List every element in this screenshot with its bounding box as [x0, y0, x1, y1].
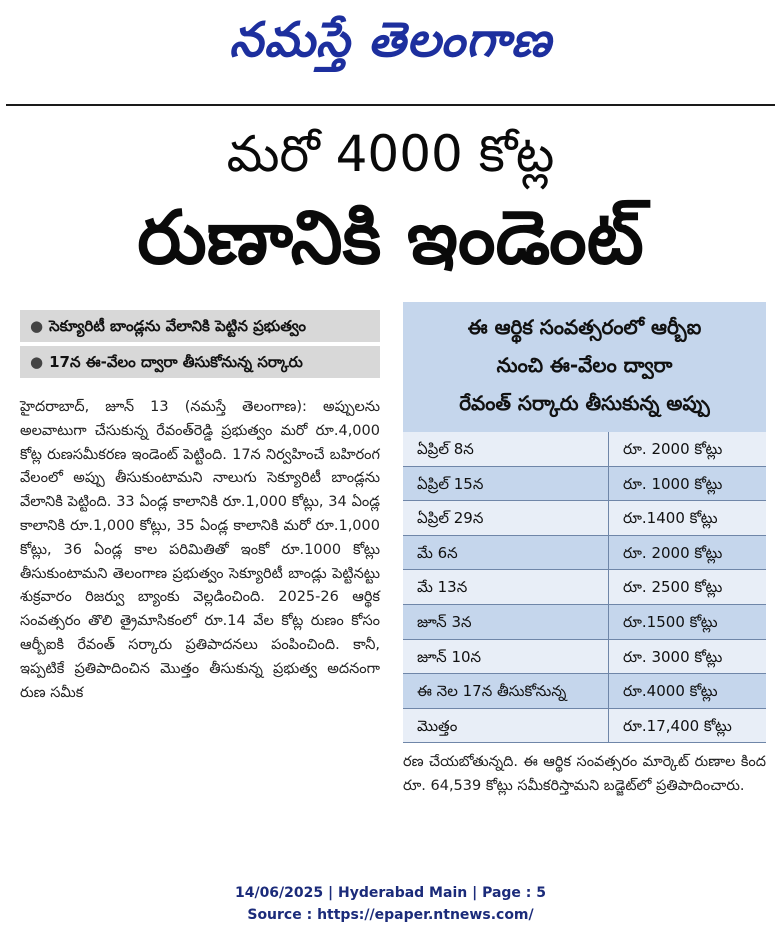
headline-line-2: రుణానికి ఇండెంట్	[137, 195, 644, 281]
table-cell-amount: రూ.1500 కోట్లు	[608, 605, 766, 639]
loan-table	[403, 432, 766, 743]
table-cell-amount: రూ. 2000 కోట్లు	[608, 536, 766, 570]
subheading-bullet-1	[20, 310, 380, 342]
subheading-bullet-2	[20, 346, 380, 378]
table-row	[403, 640, 766, 675]
table-row-total	[403, 709, 766, 744]
table-cell-date: మే 13న	[417, 578, 468, 597]
table-row	[403, 605, 766, 640]
masthead-logo: నమస్తే తెలంగాణ	[229, 12, 552, 68]
table-cell-date: ఏప్రిల్ 8న	[417, 440, 474, 458]
panel-title-line: రేవంత్ సర్కారు తీసుకున్న అప్పు	[459, 391, 710, 415]
page-footer	[0, 882, 781, 926]
article-continuation: రణ చేయబోతున్నది. ఈ ఆర్థిక సంవత్సరం మార్కెట్ రుణాల కింద రూ. 64,539 కోట్లు సమీకరిస్తామని బడ్జెట్‌లో ప్రతిపాదించారు.	[403, 754, 766, 794]
table-row	[403, 570, 766, 605]
subheading-text: 17న ఈ-వేలం ద్వారా తీసుకోనున్న సర్కారు	[49, 353, 303, 371]
table-row	[403, 467, 766, 502]
table-cell-date: జూన్ 10న	[417, 647, 482, 666]
table-cell-date: ఏప్రిల్ 29న	[417, 509, 484, 528]
table-row	[403, 432, 766, 467]
table-cell-date: ఏప్రిల్ 15న	[417, 474, 484, 493]
table-cell-amount: రూ. 2500 కోట్లు	[608, 570, 766, 604]
bullet-icon: ●	[30, 353, 44, 371]
loan-summary-panel	[403, 302, 766, 738]
table-cell-amount: రూ. 2000 కోట్లు	[608, 432, 766, 466]
table-row	[403, 674, 766, 709]
table-cell-amount: రూ. 3000 కోట్లు	[608, 640, 766, 674]
table-row	[403, 501, 766, 536]
article-body: హైదరాబాద్, జూన్ 13 (నమస్తే తెలంగాణ): అప్పులను అలవాటుగా చేసుకున్న రేవంత్‌రెడ్డి ప్రభుత్వం మరో రూ.4,000 కోట్ల రుణసమీకరణ ఇండెంట్ పెట్టింది. 17న నిర్వహించే బహిరంగ వేలంలో అప్పు తీసుకుంటామని నాలుగు సెక్యూరిటీ బాండ్లను వేలానికి పెట్టింది. 33 ఏండ్ల కాలానికి రూ.1,000 కోట్లు, 34 ఏండ్ల కాలానికి రూ.1,000 కోట్లు, 35 ఏండ్ల కాలానికి మరో రూ.1,000 కోట్లు, 36 ఏండ్ల కాల పరిమితితో ఇంకో రూ.1000 కోట్లు తీసుకుంటామని తెలంగాణ ప్రభుత్వం సెక్యూరిటీ బాండ్లు పెట్టినట్టు శుక్రవారం రిజర్వు బ్యాంకు వెల్లడించింది. 2025-26 ఆర్థిక సంవత్సరం తొలి త్రైమాసికంలో రూ.14 వేల కోట్ల రుణం కోసం ఆర్బీఐకి రేవంత్ సర్కారు ప్రతిపాదనలు పంపించింది. కానీ, ఇప్పటికే ప్రతిపాదించిన మొత్తం తీసుకున్న ప్రభుత్వ అదనంగా రుణ సమీక	[20, 399, 380, 701]
headline-line-1: మరో 4000 కోట్ల	[226, 125, 555, 183]
footer-date-edition: 14/06/2025 | Hyderabad Main | Page : 5	[234, 885, 547, 901]
table-cell-date: మొత్తం	[417, 716, 458, 735]
table-cell-amount: రూ.17,400 కోట్లు	[608, 709, 766, 743]
panel-title-line: ఈ ఆర్థిక సంవత్సరంలో ఆర్బీఐ	[467, 315, 702, 339]
panel-title	[403, 308, 766, 422]
table-cell-amount: రూ.1400 కోట్లు	[608, 501, 766, 535]
subheading-text: సెక్యూరిటీ బాండ్లను వేలానికి పెట్టిన ప్రభుత్వం	[49, 317, 306, 335]
panel-title-line: నుంచి ఈ-వేలం ద్వారా	[496, 353, 673, 377]
table-cell-amount: రూ. 1000 కోట్లు	[608, 467, 766, 501]
table-cell-date: మే 6న	[417, 543, 458, 562]
bullet-icon: ●	[30, 317, 44, 335]
table-row	[403, 536, 766, 571]
table-cell-date: జూన్ 3న	[417, 612, 472, 631]
table-cell-amount: రూ.4000 కోట్లు	[608, 674, 766, 708]
table-cell-date: ఈ నెల 17న తీసుకోనున్న	[417, 682, 567, 701]
masthead-divider	[6, 104, 775, 106]
footer-source: Source : https://epaper.ntnews.com/	[247, 907, 534, 923]
